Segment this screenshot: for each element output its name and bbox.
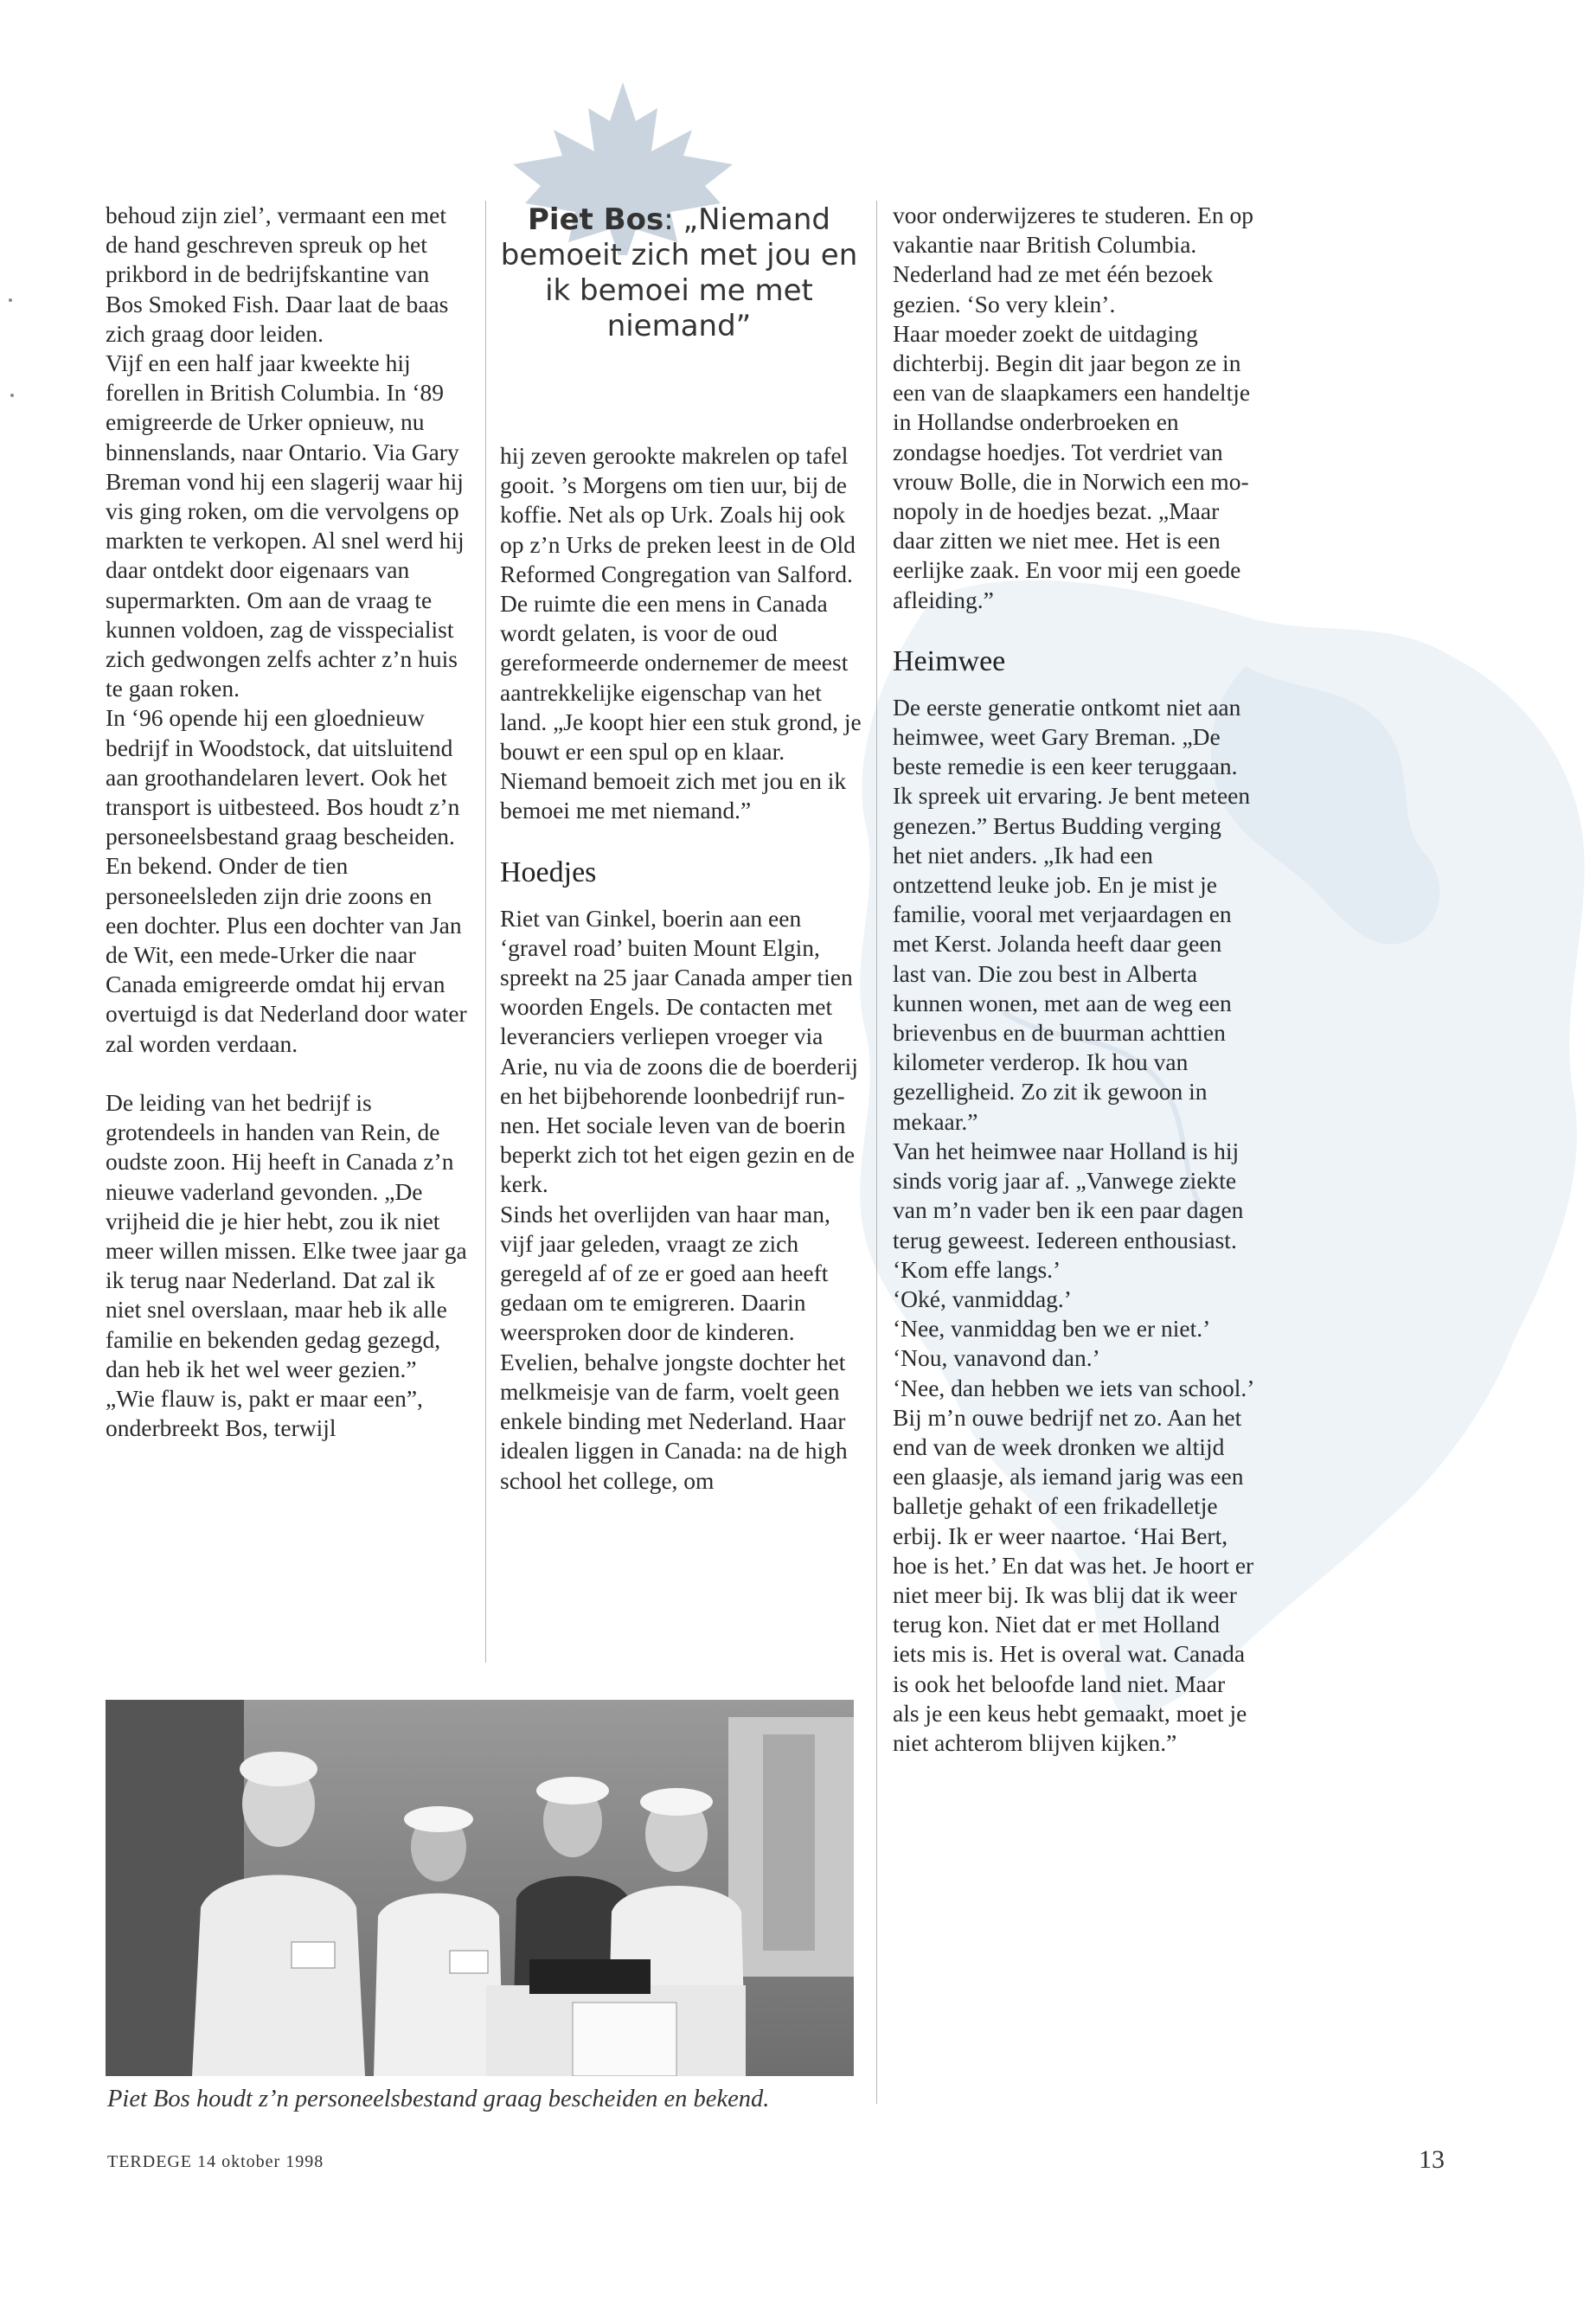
footer-publication: TERDEGE 14 oktober 1998 xyxy=(107,2152,324,2171)
paragraph: ‘Oké, vanmiddag.’ xyxy=(893,1285,1072,1312)
paragraph: Van het heimwee naar Holland is hij sinds vorig jaar af. „Vanwege ziekte van m’n vader ben ik een paar dagen terug geweest. Iedereen enthousiast. ‘Kom effe langs.’ xyxy=(893,1137,1244,1283)
paragraph: De ruimte die een mens in Canada wordt gelaten, is voor de oud gereformeerde ondernemer de meest aantrekkelijke eigenschap van het land. „Je koopt hier een stuk grond, je bouwt er een spul op en klaar. Niemand bemoeit zich met jou en ik bemoei me met niemand.” xyxy=(500,590,862,824)
paragraph: Bij m’n ouwe bedrijf net zo. Aan het end van de week dronken we altijd een glaasje, als iemand jarig was een balletje gehakt of een frikadelletje erbij. Ik er weer naartoe. ‘Hai Bert, hoe is het.’ En dat was het. Je hoort er niet meer bij. Ik was blij dat ik weer terug kon. Niet dat er met Holland iets mis is. Het is overal wat. Canada is ook het beloofde land niet. Maar als je een keus hebt gemaakt, moet je niet achterom blijven kijken.” xyxy=(893,1403,1254,1756)
page-number: 13 xyxy=(1419,2145,1445,2174)
paragraph: Sinds het overlijden van haar man, vijf jaar geleden, vraagt ze zich geregeld af of ze er goed aan heeft gedaan om te emigreren. Daarin weersproken door de kinderen. Evelien, behalve jongste dochter het melkmeisje van de farm, voelt geen enkele binding met Nederland. Haar idealen liggen in Canada: na de high school het college, om xyxy=(500,1200,848,1494)
paragraph: De eerste generatie ontkomt niet aan heimwee, weet Gary Breman. „De beste remedie is een keer teruggaan. Ik spreek uit ervaring. Je bent meteen genezen.” Bertus Budding verging het niet anders. „Ik had een ontzettend leuke job. En je mist je familie, vooral met verjaardagen en met Kerst. Jolanda heeft daar geen last van. Die zou best in Alberta kunnen wonen, met aan de weg een brievenbus en de buurman achttien kilometer verderop. Ik hou van gezelligheid. Zo zit ik gewoon in mekaar.” xyxy=(893,693,1251,1135)
column-rule-left xyxy=(485,201,486,1663)
column-rule-right xyxy=(876,201,877,2104)
photo-caption: Piet Bos houdt z’n personeelsbestand graag bescheiden en bekend. xyxy=(107,2086,770,2112)
paragraph: ‘Nee, dan hebben we iets van school.’ xyxy=(893,1374,1255,1401)
pull-quote-name: Piet Bos xyxy=(528,202,664,237)
section-heading-heimwee: Heimwee xyxy=(893,644,1006,677)
pull-quote xyxy=(497,202,861,344)
paragraph: Vijf en een half jaar kweekte hij forellen in British Columbia. In ‘89 emigreerde de Urker opnieuw, nu binnenslands, naar Ontario. Via Gary Breman vond hij een slagerij waar hij vis ging roken, om die vervolgens op markten te verkopen. Al snel werd hij daar ontdekt door eigenaars van supermarkten. Om aan de vraag te kunnen voldoen, zag de visspecialist zich gedwongen zelfs achter z’n huis te gaan roken. xyxy=(106,349,465,702)
staff-photo xyxy=(106,1700,854,2076)
article-column-2 xyxy=(500,441,863,1496)
pull-quote-text: : „Niemand bemoeit zich met jou en ik bemoei me met niemand” xyxy=(500,202,858,343)
paragraph: behoud zijn ziel’, vermaant een met de hand geschreven spreuk op het prikbord in de bedrijfskantine van Bos Smoked Fish. Daar laat de baas zich graag door leiden. xyxy=(106,202,449,347)
paragraph: In ‘96 opende hij een gloednieuw bedrijf in Woodstock, dat uitsluitend aan groothandelaren levert. Ook het transport is uitbesteed. Bos houdt z’n personeelsbestand graag bescheiden. En bekend. Onder de tien personeelsleden zijn drie zoons en een dochter. Plus een dochter van Jan de Wit, een mede-Urker die naar Canada emigreerde omdat hij ervan overtuigd is dat Nederland door water zal worden verdaan. xyxy=(106,704,467,1057)
scan-mark xyxy=(10,394,14,397)
paragraph: ‘Nou, vanavond dan.’ xyxy=(893,1344,1100,1372)
scan-mark xyxy=(9,298,12,302)
paragraph: hij zeven gerookte makrelen op tafel gooit. ’s Morgens om tien uur, bij de koffie. Net als op Urk. Zoals hij ook op z’n Urks de preken leest in de Old Reformed Congregation van Salford. xyxy=(500,442,856,587)
paragraph: Haar moeder zoekt de uitdaging dichterbij. Begin dit jaar begon ze in een van de slaapkamers een handeltje in Hollandse onderbroeken en zondagse hoedjes. Tot verdriet van vrouw Bolle, die in Norwich een monopoly in de hoedjes bezat. „Maar daar zitten we niet mee. Het is een eerlijke zaak. En voor mij een goede afleiding.” xyxy=(893,319,1251,613)
paragraph: voor onderwijzeres te studeren. En op vakantie naar British Columbia. Nederland had ze met één bezoek gezien. ‘So very klein’. xyxy=(893,202,1253,317)
section-heading-hoedjes: Hoedjes xyxy=(500,856,597,888)
paragraph: Riet van Ginkel, boerin aan een ‘gravel road’ buiten Mount Elgin, spreekt na 25 jaar Canada amper tien woorden Engels. De contacten met leveranciers verliepen vroeger via Arie, nu via de zoons die de boerderij en het bijbehorende loonbedrijf runnen. Het sociale leven van de boerin beperkt zich tot het eigen gezin en de kerk. xyxy=(500,904,858,1198)
paragraph: ‘Nee, vanmiddag ben we er niet.’ xyxy=(893,1315,1211,1343)
article-column-3 xyxy=(893,201,1256,1758)
article-column-1 xyxy=(106,201,469,1443)
paragraph: De leiding van het bedrijf is grotendeels in handen van Rein, de oudste zoon. Hij heeft in Canada z’n nieuwe vaderland gevonden. „De vrijheid die je hier hebt, zou ik niet meer willen missen. Elke twee jaar ga ik terug naar Nederland. Dat zal ik niet snel overslaan, maar heb ik alle familie en bekenden gedag gezegd, dan heb ik het wel weer gezien.” xyxy=(106,1088,467,1382)
paragraph: „Wie flauw is, pakt er maar een”, onderbreekt Bos, terwijl xyxy=(106,1384,423,1442)
